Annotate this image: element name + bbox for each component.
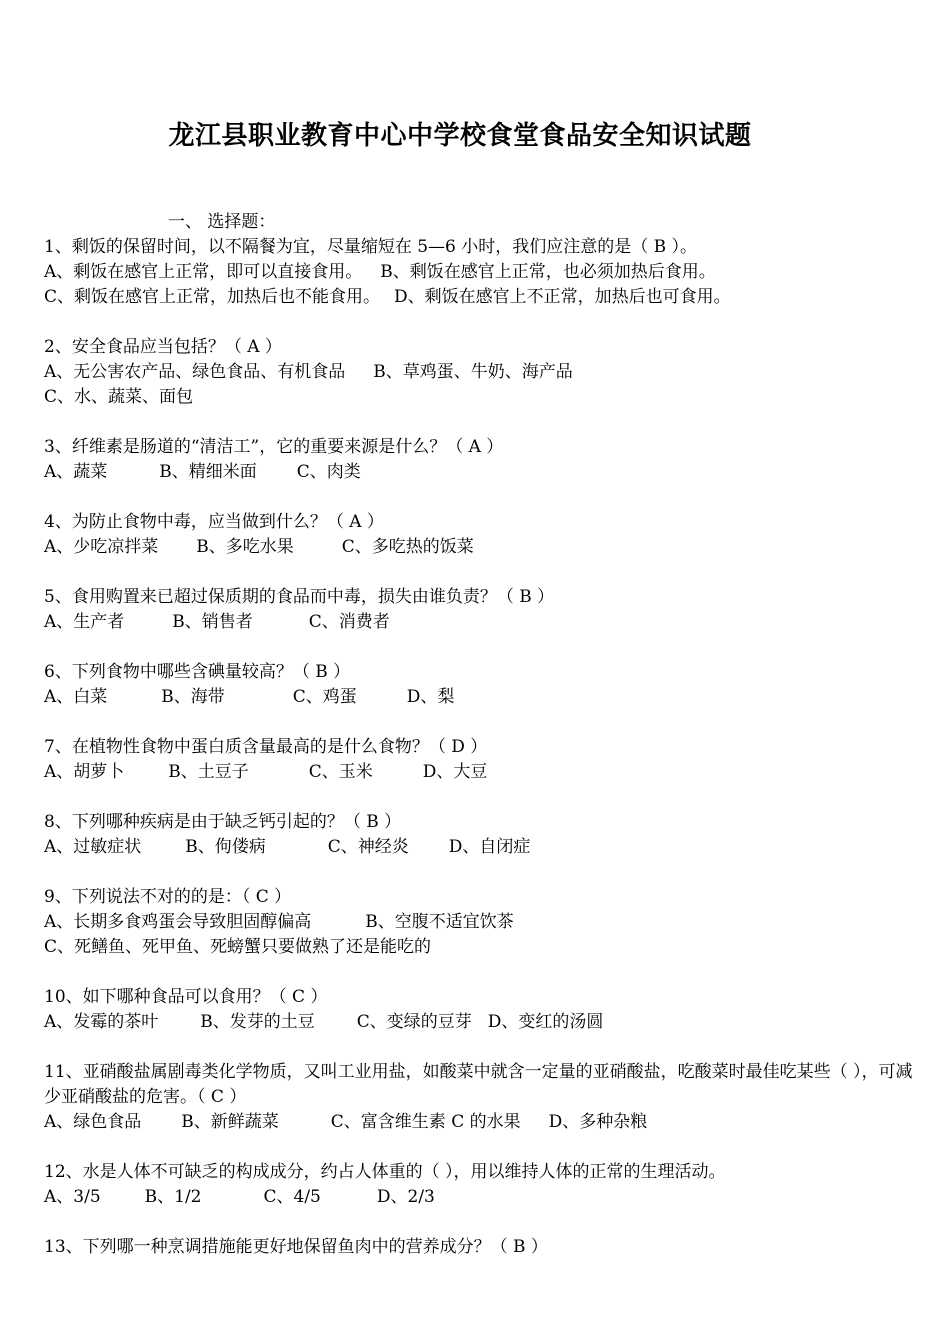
answer-option: A、蔬菜 [44, 462, 108, 482]
question-item [44, 435, 914, 485]
answer-option: B、精细米面 [159, 462, 257, 482]
question-item [44, 585, 914, 635]
answer-option: B、草鸡蛋、牛奶、海产品 [373, 362, 573, 382]
answer-option: B、1/2 [144, 1187, 202, 1207]
answer-option: C、剩饭在感官上正常，加热后也不能食用。 [44, 287, 381, 307]
question-text: 2、安全食品应当包括？（ A ） [44, 337, 282, 357]
answer-option: D、剩饭在感官上不正常，加热后也可食用。 [394, 287, 731, 307]
answer-option: C、水、蔬菜、面包 [44, 387, 194, 407]
question-item [44, 885, 914, 960]
question-text: 9、下列说法不对的的是：（ C ） [44, 887, 292, 907]
question-item [44, 1060, 914, 1135]
option-row [44, 360, 914, 385]
option-row [44, 610, 914, 635]
answer-option: A、剩饭在感官上正常，即可以直接食用。 [44, 262, 363, 282]
answer-option: A、长期多食鸡蛋会导致胆固醇偏高 [44, 912, 312, 932]
answer-option: A、胡萝卜 [44, 762, 125, 782]
answer-option: A、过敏症状 [44, 837, 142, 857]
answer-option: B、新鲜蔬菜 [181, 1112, 279, 1132]
answer-option: A、生产者 [44, 612, 125, 632]
option-row [44, 685, 914, 710]
answer-option: C、消费者 [308, 612, 390, 632]
answer-option: B、剩饭在感官上正常，也必须加热后食用。 [380, 262, 716, 282]
question-item [44, 810, 914, 860]
answer-option: A、无公害农产品、绿色食品、有机食品 [44, 362, 346, 382]
answer-option: D、大豆 [422, 762, 488, 782]
option-row [44, 910, 914, 935]
question-item [44, 660, 914, 710]
answer-option: D、梨 [406, 687, 455, 707]
option-row [44, 835, 914, 860]
question-text: 13、下列哪一种烹调措施能更好地保留鱼肉中的营养成分？（ B ） [44, 1237, 548, 1257]
option-row [44, 1110, 914, 1135]
question-text: 5、食用购置来已超过保质期的食品而中毒，损失由谁负责？（ B ） [44, 587, 555, 607]
answer-option: A、少吃凉拌菜 [44, 537, 159, 557]
option-row [44, 460, 914, 485]
answer-option: D、变红的汤圆 [487, 1012, 604, 1032]
option-row [44, 935, 914, 960]
question-list [44, 235, 914, 1285]
question-text: 3、纤维素是肠道的“清洁工”，它的重要来源是什么？（ A ） [44, 437, 504, 457]
answer-option: A、绿色食品 [44, 1112, 142, 1132]
answer-option: C、神经炎 [327, 837, 409, 857]
option-row [44, 285, 914, 310]
question-text: 4、为防止食物中毒，应当做到什么？（ A ） [44, 512, 384, 532]
answer-option: B、海带 [161, 687, 225, 707]
answer-option: B、佝偻病 [185, 837, 266, 857]
question-item [44, 1160, 914, 1210]
answer-option: D、多种杂粮 [548, 1112, 648, 1132]
option-row [44, 535, 914, 560]
section-heading: 一、 选择题： [168, 212, 276, 232]
answer-option: B、销售者 [172, 612, 253, 632]
answer-option: C、多吃热的饭菜 [341, 537, 474, 557]
question-item [44, 235, 914, 310]
question-item [44, 1235, 914, 1260]
answer-option: C、变绿的豆芽 [356, 1012, 472, 1032]
answer-option: D、自闭症 [448, 837, 531, 857]
option-row [44, 1010, 914, 1035]
answer-option: C、鸡蛋 [292, 687, 357, 707]
answer-option: B、多吃水果 [196, 537, 294, 557]
answer-option: A、发霉的茶叶 [44, 1012, 159, 1032]
answer-option: C、4/5 [263, 1187, 321, 1207]
option-row [44, 760, 914, 785]
answer-option: C、死鳝鱼、死甲鱼、死螃蟹只要做熟了还是能吃的 [44, 937, 432, 957]
answer-option: A、白菜 [44, 687, 108, 707]
question-text: 7、在植物性食物中蛋白质含量最高的是什么食物？（ D ） [44, 737, 488, 757]
answer-option: B、空腹不适宜饮茶 [365, 912, 514, 932]
question-item [44, 985, 914, 1035]
question-text: 6、下列食物中哪些含碘量较高？（ B ） [44, 662, 351, 682]
question-item [44, 735, 914, 785]
answer-option: B、发芽的土豆 [200, 1012, 315, 1032]
option-row [44, 385, 914, 410]
answer-option: D、2/3 [376, 1187, 435, 1207]
page-title: 龙江县职业教育中心中学校食堂食品安全知识试题 [168, 121, 752, 151]
option-row [44, 1185, 914, 1210]
answer-option: C、富含维生素 C 的水果 [330, 1112, 521, 1132]
question-item [44, 510, 914, 560]
question-text: 1、剩饭的保留时间，以不隔餐为宜，尽量缩短在 5—6 小时，我们应注意的是（ B ）。 [44, 237, 698, 257]
question-text: 8、下列哪种疾病是由于缺乏钙引起的？（ B ） [44, 812, 402, 832]
question-item [44, 335, 914, 410]
answer-option: C、玉米 [308, 762, 373, 782]
option-row [44, 260, 914, 285]
question-text: 10、如下哪种食品可以食用？（ C ） [44, 987, 328, 1007]
answer-option: C、肉类 [296, 462, 361, 482]
answer-option: A、3/5 [44, 1187, 101, 1207]
question-text: 12、水是人体不可缺乏的构成成分，约占人体重的（ ），用以维持人体的正常的生理活动。 [44, 1162, 726, 1182]
answer-option: B、土豆子 [168, 762, 249, 782]
question-text: 11、亚硝酸盐属剧毒类化学物质，又叫工业用盐，如酸菜中就含一定量的亚硝酸盐，吃酸菜时最佳吃某些（ ），可减少亚硝酸盐的危害。（ C ） [44, 1062, 913, 1107]
